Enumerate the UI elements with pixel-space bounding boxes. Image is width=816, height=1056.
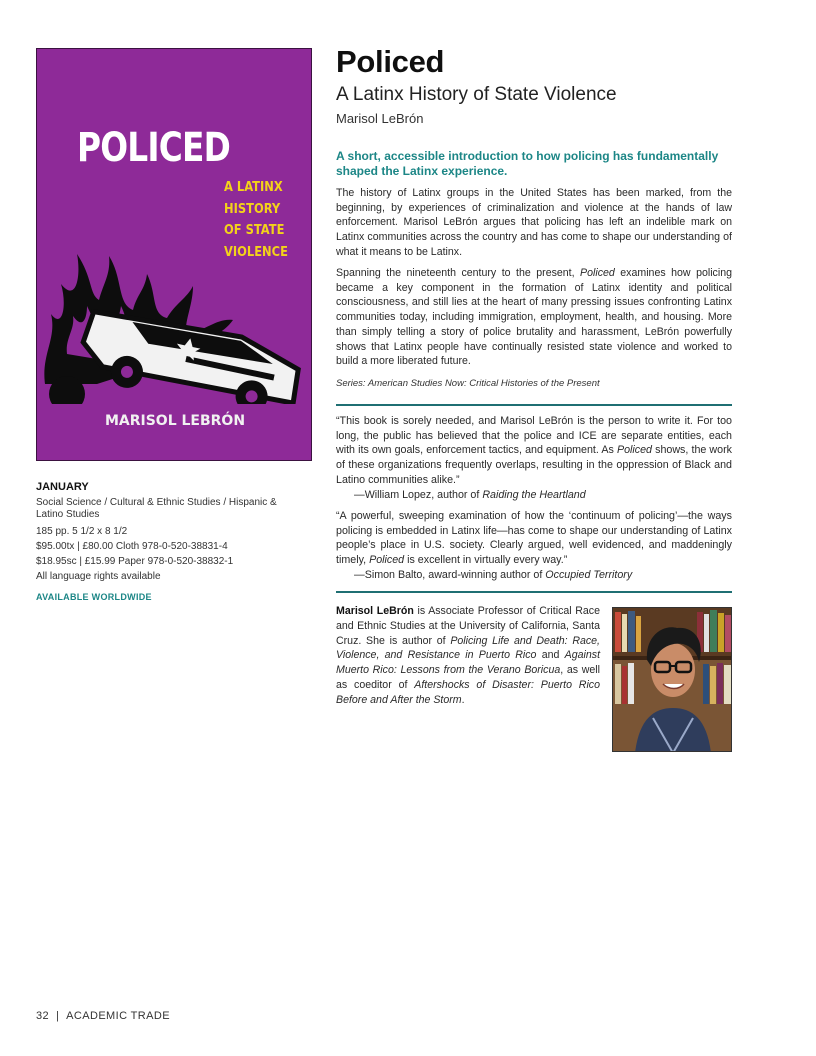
book-cover [36,48,312,461]
italic-title: Policed [616,444,653,457]
spec-rights: All language rights available [36,571,161,582]
book-title: Policed [336,44,445,79]
availability-label: AVAILABLE WORLDWIDE [36,592,152,602]
spec-cloth: $95.00tx | £80.00 Cloth 978-0-520-38831-4 [36,541,228,552]
spec-paper: $18.95sc | £15.99 Paper 978-0-520-38832-1 [36,556,234,567]
text-span: is excellent in virtually every way.” [404,554,568,567]
text-span: . [461,693,465,706]
blurb-quote [336,414,732,502]
text-span: “A powerful, sweeping examination of how the ‘continuum of policing’—the ways policing is embedded in Latinx life—has come to shape our understanding of Latinx people’s place in U.S. society. Clearly argued, well evidenced, and maddeningly timely, [336,510,732,567]
book-subtitle: A Latinx History of State Violence [336,84,617,105]
footer-separator: | [55,1010,60,1022]
italic-title: Occupied Territory [545,568,633,581]
text-span: —William Lopez, author of [354,488,483,501]
italic-title: Aftershocks of Disaster: Puerto Rico Before and After the Storm [336,678,600,706]
text-span: and [536,649,565,662]
quote-attribution [336,488,732,503]
cover-subtitle-line: VIOLENCE [224,243,288,260]
divider [336,404,732,406]
italic-title: Policed [580,267,615,279]
quote-attribution [336,568,732,583]
italic-title: Against Muerto Rico: Lessons from the Verano Boricua [336,649,601,677]
quote-text [336,509,732,568]
text-span: is Associate Professor of Critical Race and Ethnic Studies at the University of California, Santa Cruz. She is author of [336,605,600,647]
blurb-quote [336,509,732,583]
burning-car-illustration [37,234,312,404]
cover-subtitle-line: HISTORY [224,200,281,217]
italic-title: Policed [369,554,405,567]
cover-title: POLICED [77,125,230,171]
author-bio [336,604,600,708]
series-line: Series: American Studies Now: Critical Histories of the Present [336,378,600,389]
text-span: examines how policing became a key component in the formation of Latinx identity and political consciousness, and still lies at the heart of many pressing issues confronting Latinx communities today, including immigration, employment, health, and housing. More than simply telling a story of police brutality and harassment, LeBrón powerfully shows that Latinx people have continually resisted state violence and worked to build a more liberated future. [336,267,732,368]
book-lede: A short, accessible introduction to how policing has fundamentally shaped the Latinx experience. [336,149,719,178]
description-paragraph: The history of Latinx groups in the United States has been marked, from the beginning, by experiences of criminalization and violence at the hands of law enforcement. Marisol LeBrón argues that policing has left an indelible mark on Latinx communities across the country and has come to shape our understanding of what it means to be Latinx. [336,187,732,258]
divider [336,591,732,593]
cover-subtitle-line: A LATINX [224,179,283,195]
release-month: JANUARY [36,481,89,493]
page-footer [36,1010,170,1022]
author-photo [612,607,732,752]
quote-text [336,414,732,488]
description-paragraph [336,266,732,369]
text-span: “This book is sorely needed, and Marisol LeBrón is the person to write it. For too long, the public has believed that the police and ICE are separate entities, each with its own goals, enforcement tactics, and equipment. As [336,415,732,457]
subject-categories: Social Science / Cultural & Ethnic Studies / Hispanic & Latino Studies [36,497,277,520]
cover-author: MARISOL LEBRÓN [104,413,246,429]
section-label: ACADEMIC TRADE [66,1010,170,1022]
text-span: , as well as coeditor of [336,664,600,691]
cover-subtitle-line: OF STATE [224,222,285,238]
book-author: Marisol LeBrón [336,111,424,126]
text-span: Spanning the nineteenth century to the present, [336,267,581,279]
page-number: 32 [36,1010,50,1022]
text-span: —Simon Balto, award-winning author of [354,568,546,581]
italic-title: Raiding the Heartland [482,488,586,501]
italic-title: Policing Life and Death: Race, Violence, and Resistance in Puerto Rico [336,634,601,662]
spec-pages-trim: 185 pp. 5 1/2 x 8 1/2 [36,526,128,537]
author-portrait [613,608,732,752]
bio-name: Marisol LeBrón [336,605,414,617]
text-span: shows, the work of these organizations frequently overlaps, resulting in the oppression of Black and Latino communities alike.” [336,444,732,486]
